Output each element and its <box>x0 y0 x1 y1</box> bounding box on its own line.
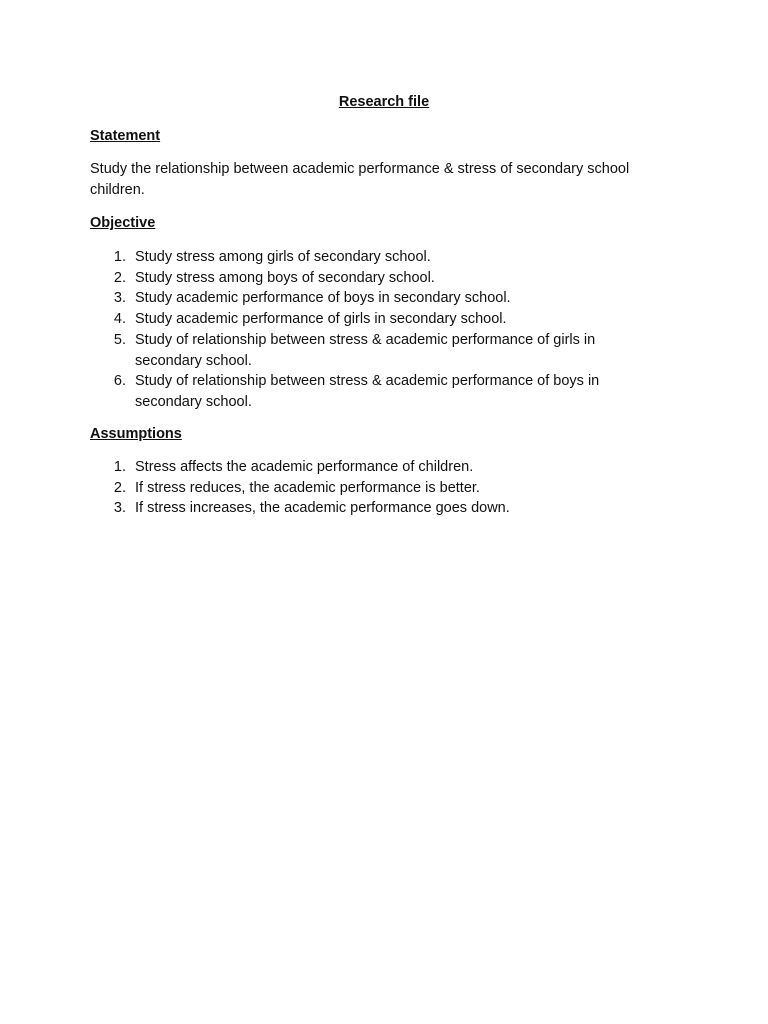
list-item-text: Study stress among girls of secondary school. <box>135 249 431 265</box>
list-item <box>90 371 650 412</box>
list-item-number: 4. <box>113 311 126 328</box>
statement-text: Study the relationship between academic performance & stress of secondary school children. <box>90 161 630 198</box>
assumptions-heading: Assumptions <box>90 426 182 442</box>
objective-heading: Objective <box>90 215 156 231</box>
list-item <box>90 309 650 330</box>
list-item-text: Study academic performance of girls in secondary school. <box>135 311 507 328</box>
list-item-text: Study academic performance of boys in secondary school. <box>135 290 511 307</box>
list-item-number: 3. <box>113 500 126 517</box>
list-item-number: 5. <box>113 331 126 348</box>
list-item-text: Study of relationship between stress & academic performance of girls in secondary school. <box>135 331 596 369</box>
list-item-text: Study stress among boys of secondary school. <box>135 269 435 286</box>
statement-heading: Statement <box>90 128 161 144</box>
list-item <box>90 288 650 309</box>
list-item-number: 6. <box>113 373 126 390</box>
list-item <box>90 268 650 289</box>
list-item-number: 2. <box>113 479 126 496</box>
list-item-number: 1. <box>113 249 126 265</box>
list-item <box>90 498 650 519</box>
document-title: Research file <box>338 94 430 110</box>
list-item-text: Study of relationship between stress & academic performance of boys in secondary school. <box>135 373 600 410</box>
list-item <box>90 478 650 499</box>
objectives-list <box>90 247 650 413</box>
list-item-number: 1. <box>113 459 126 475</box>
list-item-number: 2. <box>113 269 126 286</box>
list-item-text: If stress reduces, the academic performance is better. <box>135 479 480 496</box>
list-item <box>90 247 650 268</box>
list-item <box>90 457 650 478</box>
list-item-text: If stress increases, the academic performance goes down. <box>135 500 510 517</box>
assumptions-list <box>90 457 650 519</box>
list-item <box>90 330 650 371</box>
list-item-text: Stress affects the academic performance of children. <box>135 459 474 475</box>
list-item-number: 3. <box>113 290 126 307</box>
